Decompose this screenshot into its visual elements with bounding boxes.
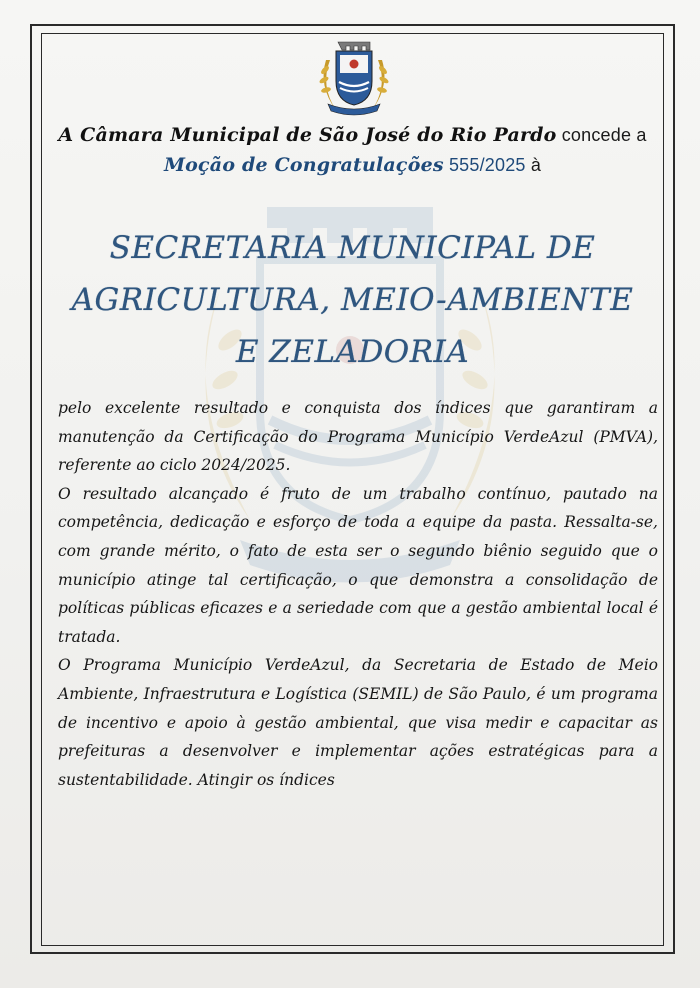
concede-text: concede a	[556, 125, 647, 145]
motion-title: Moção de Congratulações	[163, 154, 444, 176]
motion-number: 555/2025	[443, 155, 531, 175]
paragraph-2: O resultado alcançado é fruto de um trabalho contínuo, pautado na competência, dedicação e esforço de toda a equipe da pasta. Ressalta-se, com grande mérito, o fato de esta ser o segundo biênio seguido que o município atinge tal certificação, o que demonstra a consolidação de políticas públicas eficazes e a seriedade com que a gestão ambiental local é tratada.	[58, 484, 658, 646]
heading-line-2	[55, 150, 650, 180]
honoree-title: SECRETARIA MUNICIPAL DE AGRICULTURA, MEIO-AMBIENTE E ZELADORIA	[71, 230, 634, 370]
heading-block	[55, 120, 650, 180]
chamber-name: A Câmara Municipal de São José do Rio Pardo	[58, 124, 557, 146]
municipal-coat-of-arms-icon	[316, 38, 392, 118]
paragraph-3: O Programa Município VerdeAzul, da Secretaria de Estado de Meio Ambiente, Infraestrutura e Logística (SEMIL) de São Paulo, é um programa de incentivo e apoio à gestão ambiental, que visa medir e capacitar as prefeituras a desenvolver e implementar ações estratégicas para a sustentabilidade. Atingir os índices	[58, 656, 658, 789]
paragraph-1: pelo excelente resultado e conquista dos índices que garantiram a manutenção da Certificação do Programa Município VerdeAzul (PMVA), referente ao ciclo 2024/2025.	[58, 399, 658, 475]
body-text	[58, 394, 658, 794]
motion-to-text: à	[530, 155, 542, 175]
heading-line-1	[55, 120, 650, 150]
